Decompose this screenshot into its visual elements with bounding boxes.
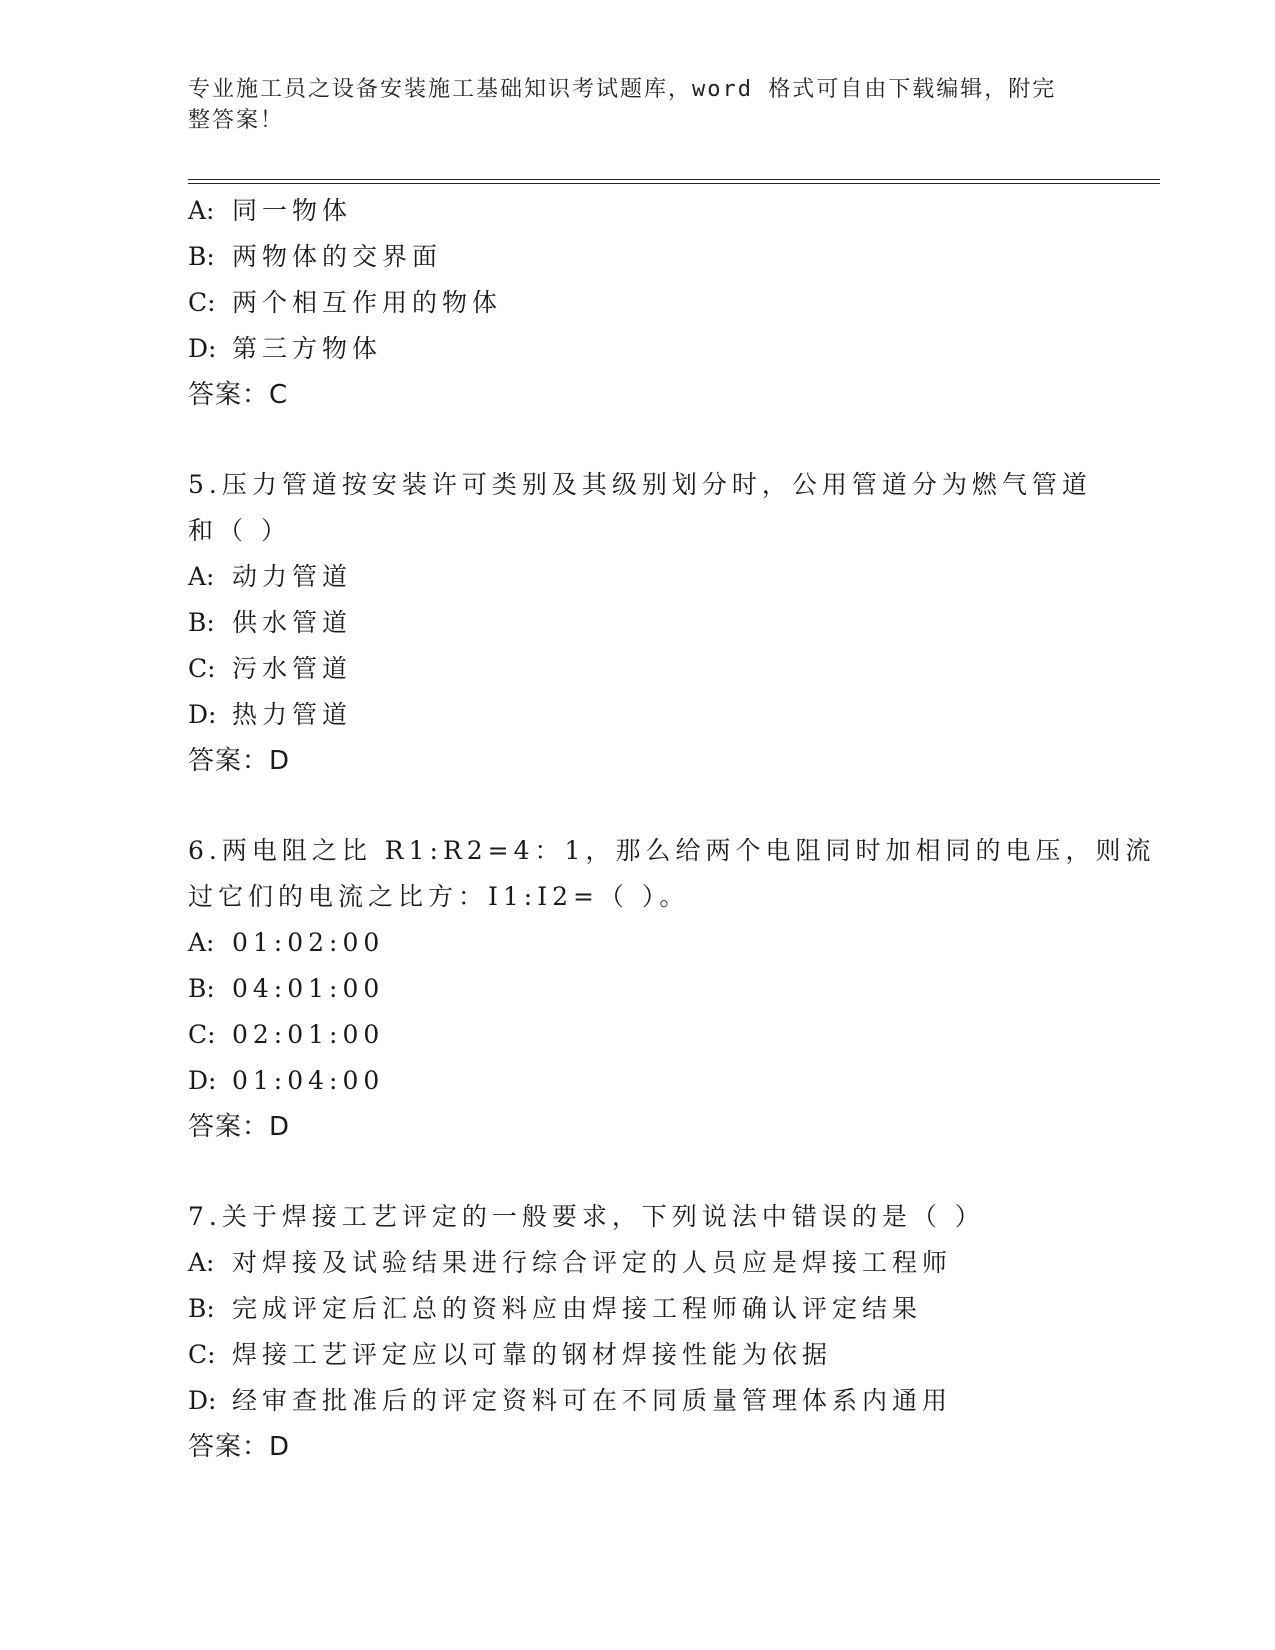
option-b: B: 供水管道: [188, 608, 353, 637]
header-line-2: 整答案！: [188, 108, 285, 133]
question-list: [188, 188, 1156, 1470]
option-d: D: 热力管道: [188, 700, 353, 729]
answer-label: 答案：D: [188, 746, 291, 776]
option-d: D: 经审查批准后的评定资料可在不同质量管理体系内通用: [188, 1386, 953, 1415]
question-stem: 6.两电阻之比 R1:R2=4：1，那么给两个电阻同时加相同的电压，则流: [188, 836, 1156, 865]
header-line-1: 专业施工员之设备安装施工基础知识考试题库，word 格式可自由下载编辑，附完: [188, 77, 1057, 102]
option-a: A: 对焊接及试验结果进行综合评定的人员应是焊接工程师: [188, 1248, 953, 1277]
header-divider-bottom: [188, 183, 1160, 184]
option-b: B: 04:01:00: [188, 974, 385, 1003]
answer-label: 答案：D: [188, 1112, 291, 1142]
option-c: C: 02:01:00: [188, 1020, 385, 1049]
option-a: A: 01:02:00: [188, 928, 385, 957]
option-b: B: 两物体的交界面: [188, 242, 443, 271]
header-divider-top: [188, 179, 1160, 180]
option-b: B: 完成评定后汇总的资料应由焊接工程师确认评定结果: [188, 1294, 923, 1323]
spacer: [188, 418, 1088, 462]
spacer: [188, 784, 1088, 828]
question-7: [188, 1194, 1088, 1470]
question-stem-continued: 过它们的电流之比方：I1:I2=（ ）。: [188, 882, 690, 911]
answer-label: 答案：D: [188, 1432, 291, 1462]
question-5: [188, 462, 1092, 784]
question-stem: 5.压力管道按安装许可类别及其级别划分时，公用管道分为燃气管道: [188, 470, 1092, 499]
option-a: A: 动力管道: [188, 562, 353, 591]
spacer: [188, 1150, 1088, 1194]
question-4: [188, 188, 1088, 418]
document-header: [188, 74, 1068, 136]
option-c: C: 两个相互作用的物体: [188, 288, 503, 317]
option-a: A: 同一物体: [188, 196, 353, 225]
question-6: [188, 828, 1156, 1150]
question-stem: 7.关于焊接工艺评定的一般要求，下列说法中错误的是（ ）: [188, 1202, 985, 1231]
question-stem-continued: 和（ ）: [188, 516, 291, 545]
option-d: D: 第三方物体: [188, 334, 383, 363]
option-d: D: 01:04:00: [188, 1066, 385, 1095]
option-c: C: 焊接工艺评定应以可靠的钢材焊接性能为依据: [188, 1340, 833, 1369]
option-c: C: 污水管道: [188, 654, 353, 683]
answer-label: 答案：C: [188, 380, 289, 410]
